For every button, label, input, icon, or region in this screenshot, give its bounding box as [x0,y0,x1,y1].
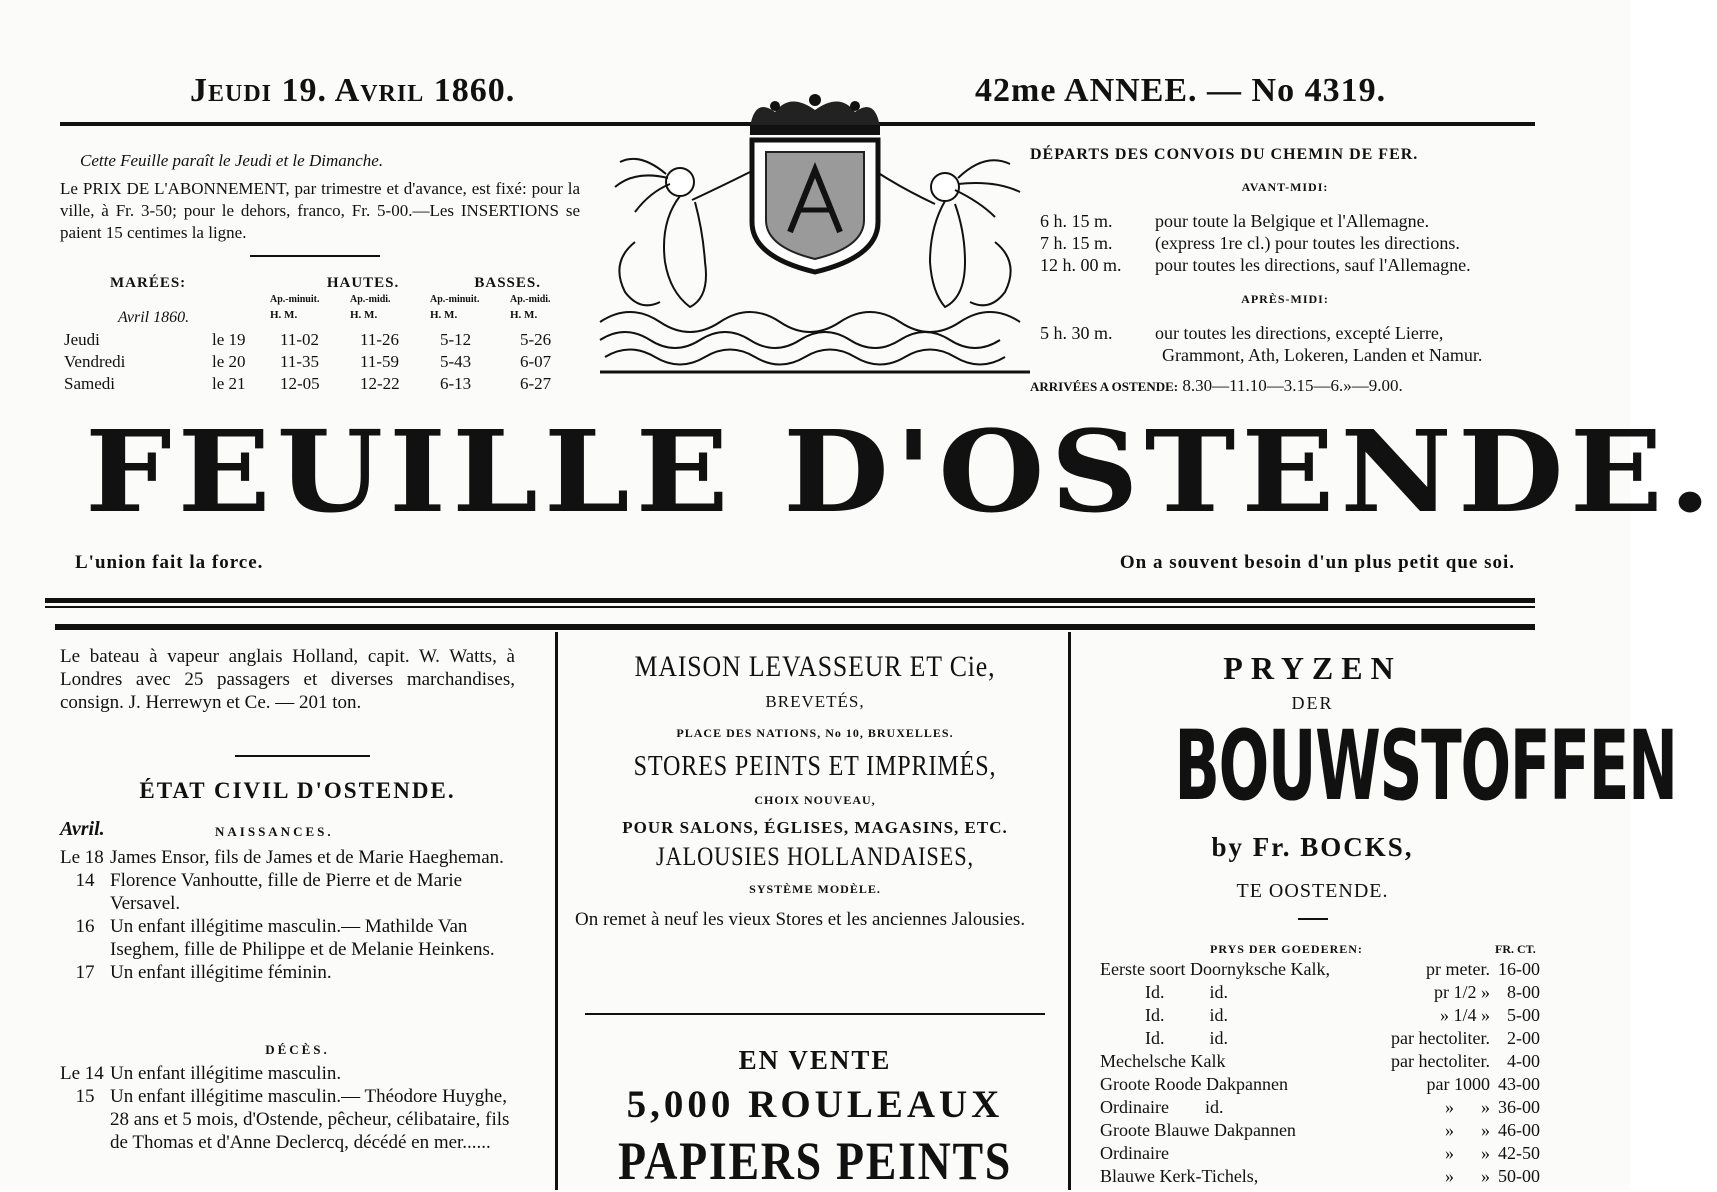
left-mermaid-figure [615,159,750,307]
tides-sub-1: Ap.-midi. [350,294,391,305]
tides-day: Vendredi [64,352,126,371]
col2-divider [585,1013,1045,1015]
list-item: 17 Un enfant illégitime féminin. [75,962,332,983]
tides-date: le 19 [212,330,246,349]
col3-divider [1298,918,1328,920]
te-oostende: TE OOSTENDE. [1236,880,1389,902]
trains-morning-label: AVANT-MIDI: [1241,180,1329,194]
masthead-rule-3 [55,624,1535,630]
train-destination: our toutes les directions, excepté Lierre, [1155,323,1444,343]
ad-jalousies: JALOUSIES HOLLANDAISES, [656,842,974,871]
table-row: Id. id. pr 1/2 » 8-00 [1145,982,1540,1002]
tides-value: 6-27 [520,374,552,393]
tides-date: le 20 [212,352,246,371]
tides-value: 6-13 [440,374,472,393]
tides-low: BASSES. [474,275,541,291]
rouleaux: 5,000 ROULEAUX [626,1083,1004,1126]
train-row: 12 h. 00 m. pour toutes les directions, sauf l'Allemagne. [1040,255,1471,275]
ad-pour: POUR SALONS, ÉGLISES, MAGASINS, ETC. [622,818,1008,837]
shipping-news: Le bateau à vapeur anglais Holland, capit. W. Watts, à Londres avec 25 passagers et diverses marchandises, consign. J. Herrewyn et Ce. — 201 ton. [60,646,515,713]
papiers-peints: PAPIERS PEINTS [617,1131,1013,1191]
issue-number: 42me ANNEE. — No 4319. [975,72,1387,109]
list-item: 16 Un enfant illégitime masculin.— Mathilde Van Iseghem, fille de Philippe et de Melanie Heinkens. [75,916,495,960]
tides-hm-0: H. M. [270,309,298,321]
by-bocks: by Fr. BOCKS, [1211,832,1414,862]
tides-row [60,329,555,351]
arrivals-label: ARRIVÉES A OSTENDE: [1030,379,1179,394]
deaths-list [60,1062,525,1154]
tides-month: Avril 1860. [118,309,190,326]
levasseur-ad [575,650,1055,931]
list-item: Le 14 Un enfant illégitime masculin. [60,1063,342,1084]
tides-value: 5-43 [440,352,472,371]
deaths-title: DÉCÈS. [265,1042,330,1057]
ad-brevetes: BREVETÉS, [765,692,865,711]
tides-sub-2: Ap.-minuit. [430,294,480,305]
column-divider-1 [555,632,558,1190]
ad-stores: STORES PEINTS ET IMPRIMÉS, [633,751,997,782]
arrivals-times: 8.30—11.10—3.15—6.»—9.00. [1182,376,1403,395]
issue-date: Jeudi 19. Avril 1860. [190,72,516,109]
trains-morning-list [1040,210,1540,276]
right-mermaid-figure [880,160,1020,307]
publication-note: Cette Feuille paraît le Jeudi et le Dimanche. [80,151,384,170]
train-time: 5 h. 30 m. [1040,323,1113,343]
tides-rows [60,329,555,395]
tides-value: 12-05 [280,374,320,393]
masthead-rule-1 [45,598,1535,603]
coat-of-arms-illustration [600,92,1030,382]
tides-row [60,373,555,395]
trains-afternoon-list [1040,322,1540,366]
list-item: Le 18 James Ensor, fils de James et de Marie Haegheman. [60,847,504,868]
fr-ct-header: FR. CT. [1495,942,1536,956]
tides-high: HAUTES. [326,275,400,291]
table-row: Eerste soort Doornyksche Kalk, pr meter. 16-00 [1100,959,1540,979]
ad-maison: MAISON LEVASSEUR ET Cie, [634,650,996,683]
masthead-rule-2 [45,606,1535,608]
births-title: NAISSANCES. [215,824,334,839]
tides-sub-0: Ap.-minuit. [270,294,320,305]
table-row: Ordinaire id. » » 36-00 [1100,1097,1540,1117]
waves-decoration [600,312,1030,372]
etat-civil-title: ÉTAT CIVIL D'OSTENDE. [139,778,456,803]
train-row: 7 h. 15 m. (express 1re cl.) pour toutes les directions. [1040,233,1460,253]
column-divider-2 [1068,632,1071,1190]
ad-address: PLACE DES NATIONS, No 10, BRUXELLES. [676,726,954,740]
table-row: Groote Blauwe Dakpannen » » 46-00 [1100,1120,1540,1140]
crown-icon [750,94,880,135]
en-vente: EN VENTE [738,1045,892,1075]
train-destination-cont: Grammont, Ath, Lokeren, Landen et Namur. [1162,345,1483,365]
table-row: Ordinaire » » 42-50 [1100,1143,1540,1163]
list-item: 15 Un enfant illégitime masculin.— Théodore Huyghe, 28 ans et 5 mois, d'Ostende, pêcheur, célibataire, fils de Thomas et d'Anne Declercq, décédé en mer...... [75,1086,510,1153]
tides-hm-3: H. M. [510,309,538,321]
tides-value: 12-22 [360,374,400,393]
train-row: 6 h. 15 m. pour toute la Belgique et l'Allemagne. [1040,211,1430,231]
tides-value: 5-26 [520,330,552,349]
prys-header: PRYS DER GOEDEREN: [1210,942,1363,956]
pryzen: PRYZEN [1223,650,1402,686]
newspaper-title: FEUILLE D'OSTENDE. [85,405,1717,538]
motto-right: On a souvent besoin d'un plus petit que soi. [1119,552,1515,573]
tides-day: Samedi [64,374,115,393]
ad-systeme: SYSTÈME MODÈLE. [749,882,881,896]
tides-table [60,275,580,395]
tides-value: 11-35 [280,352,320,371]
trains-title: DÉPARTS DES CONVOIS DU CHEMIN DE FER. [1030,146,1419,163]
tides-value: 5-12 [440,330,472,349]
tides-value: 11-26 [360,330,400,349]
ad-choix: CHOIX NOUVEAU, [754,793,876,807]
tides-hm-1: H. M. [350,309,378,321]
tides-hm-2: H. M. [430,309,458,321]
tides-day: Jeudi [64,330,100,349]
tides-value: 11-59 [360,352,400,371]
table-row: Groote Roode Dakpannen par 1000 43-00 [1100,1074,1540,1094]
table-row: Id. id. » 1/4 » 5-00 [1145,1005,1540,1025]
bouwstoffen: BOUWSTOFFEN [1174,710,1677,822]
col1-divider [235,755,370,757]
info-divider [250,255,380,257]
etat-month: Avril. [60,818,105,840]
subscription-info: Le PRIX DE L'ABONNEMENT, par trimestre et d'avance, est fixé: pour la ville, à Fr. 3-50; pour le dehors, franco, Fr. 5-00.—Les INSERTIONS se paient 15 centimes la ligne. [60,179,580,242]
motto-left: L'union fait la force. [75,552,264,573]
tides-label: MARÉES: [110,275,187,291]
arrivals [1030,376,1540,396]
table-row: Mechelsche Kalk par hectoliter. 4-00 [1100,1051,1540,1071]
tides-sub-3: Ap.-midi. [510,294,551,305]
price-table [1100,958,1540,1188]
tides-value: 11-02 [280,330,320,349]
list-item: 14 Florence Vanhoutte, fille de Pierre et de Marie Versavel. [75,870,463,914]
der: DER [1291,693,1334,713]
ad-remet: On remet à neuf les vieux Stores et les anciennes Jalousies. [575,909,1026,930]
tides-row [60,351,555,373]
births-list [60,846,525,984]
tides-date: le 21 [212,374,246,393]
table-row: Id. id. par hectoliter. 2-00 [1145,1028,1540,1048]
table-row: Blauwe Kerk-Tichels, » » 50-00 [1100,1166,1540,1186]
tides-value: 6-07 [520,352,552,371]
trains-afternoon-label: APRÈS-MIDI: [1241,292,1329,306]
shield-icon [752,140,878,272]
